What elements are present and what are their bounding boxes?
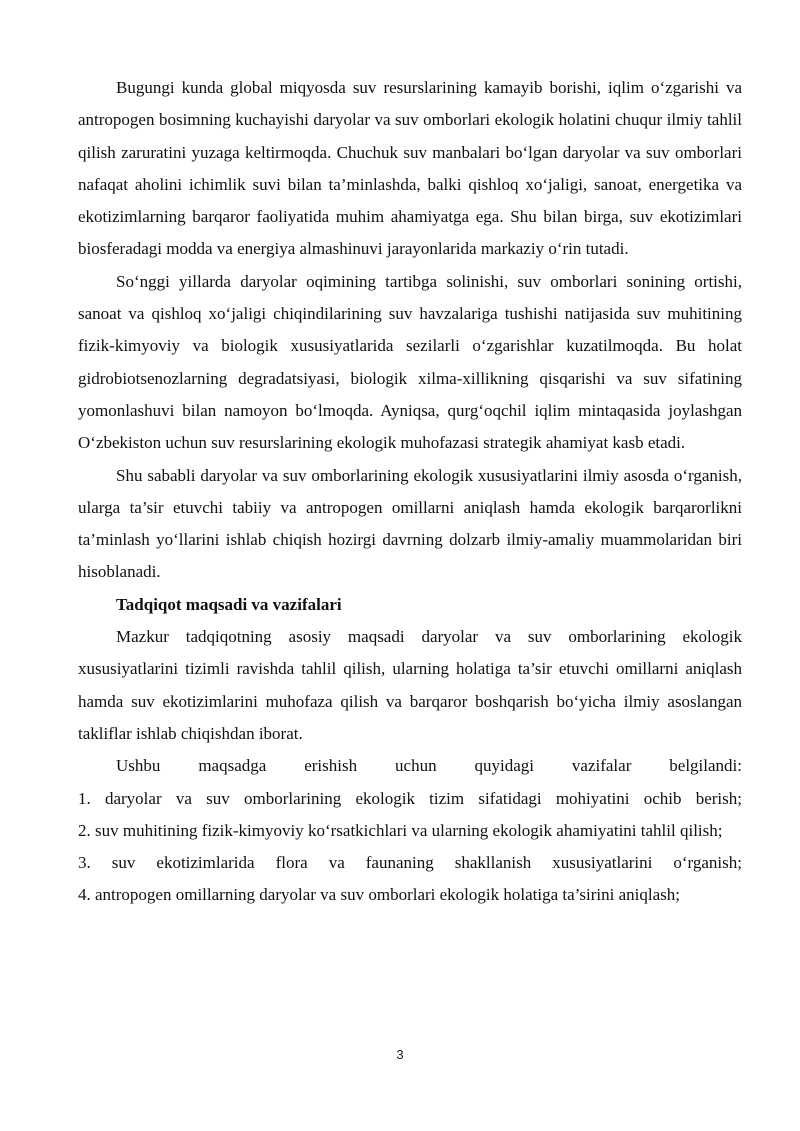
task-item-4: 4. antropogen omillarning daryolar va suv omborlari ekologik holatiga ta’sirini aniqlash; bbox=[78, 885, 680, 905]
tasks-intro: Ushbu maqsadga erishish uchun quyidagi vazifalar belgilandi: bbox=[116, 756, 742, 776]
goal-paragraph: Mazkur tadqiqotning asosiy maqsadi daryolar va suv omborlarining ekologik xususiyatlarini tizimli ravishda tahlil qilish, ularning holatiga ta’sir etuvchi omillarni aniqlash hamda suv ekotizimlarini muhofaza qilish va barqaror boshqarish bo‘yicha ilmiy asoslangan takliflar ishlab chiqishdan iborat. bbox=[78, 627, 742, 743]
task-item-3: 3. suv ekotizimlarida flora va faunaning shakllanish xususiyatlarini o‘rganish; bbox=[78, 853, 742, 873]
intro-paragraph-1: Bugungi kunda global miqyosda suv resurslarining kamayib borishi, iqlim o‘zgarishi va antropogen bosimning kuchayishi daryolar va suv omborlari ekologik holatini chuqur ilmiy tahlil qilish zaruratini yuzaga keltirmoqda. Chuchuk suv manbalari bo‘lgan daryolar va suv omborlari nafaqat aholini ichimlik suvi bilan ta’minlashda, balki qishloq xo‘jaligi, sanoat, energetika va ekotizimlarning barqaror faoliyatida muhim ahamiyatga ega. Shu bilan birga, suv ekotizimlari biosferadagi modda va energiya almashinuvi jarayonlarida markaziy o‘rin tutadi. bbox=[78, 78, 742, 259]
document-page bbox=[78, 72, 742, 912]
task-item-2: 2. suv muhitining fizik-kimyoviy ko‘rsatkichlari va ularning ekologik ahamiyatini tahlil qilish; bbox=[78, 820, 723, 840]
page-number: 3 bbox=[396, 1047, 404, 1062]
task-item-1: 1. daryolar va suv omborlarining ekologik tizim sifatidagi mohiyatini ochib berish; bbox=[78, 788, 742, 808]
section-heading: Tadqiqot maqsadi va vazifalari bbox=[116, 594, 342, 614]
intro-paragraph-2: So‘nggi yillarda daryolar oqimining tartibga solinishi, suv omborlari sonining ortishi, sanoat va qishloq xo‘jaligi chiqindilarining suv havzalariga tushishi natijasida suv muhitining fizik-kimyoviy va biologik xususiyatlarida sezilarli o‘zgarishlar kuzatilmoqda. Bu holat gidrobiotsenozlarning degradatsiyasi, biologik xilma-xillikning qisqarishi va suv sifatining yomonlashuvi bilan namoyon bo‘lmoqda. Ayniqsa, qurg‘oqchil iqlim mintaqasida joylashgan O‘zbekiston uchun suv resurslarining ekologik muhofazasi strategik ahamiyat kasb etadi. bbox=[78, 271, 742, 453]
intro-paragraph-3: Shu sababli daryolar va suv omborlarining ekologik xususiyatlarini ilmiy asosda o‘rganish, ularga ta’sir etuvchi tabiiy va antropogen omillarni aniqlash hamda ekologik barqarorlikni ta’minlash yo‘llarini ishlab chiqish hozirgi davrning dolzarb ilmiy-amaliy muammolaridan biri hisoblanadi. bbox=[78, 465, 742, 582]
